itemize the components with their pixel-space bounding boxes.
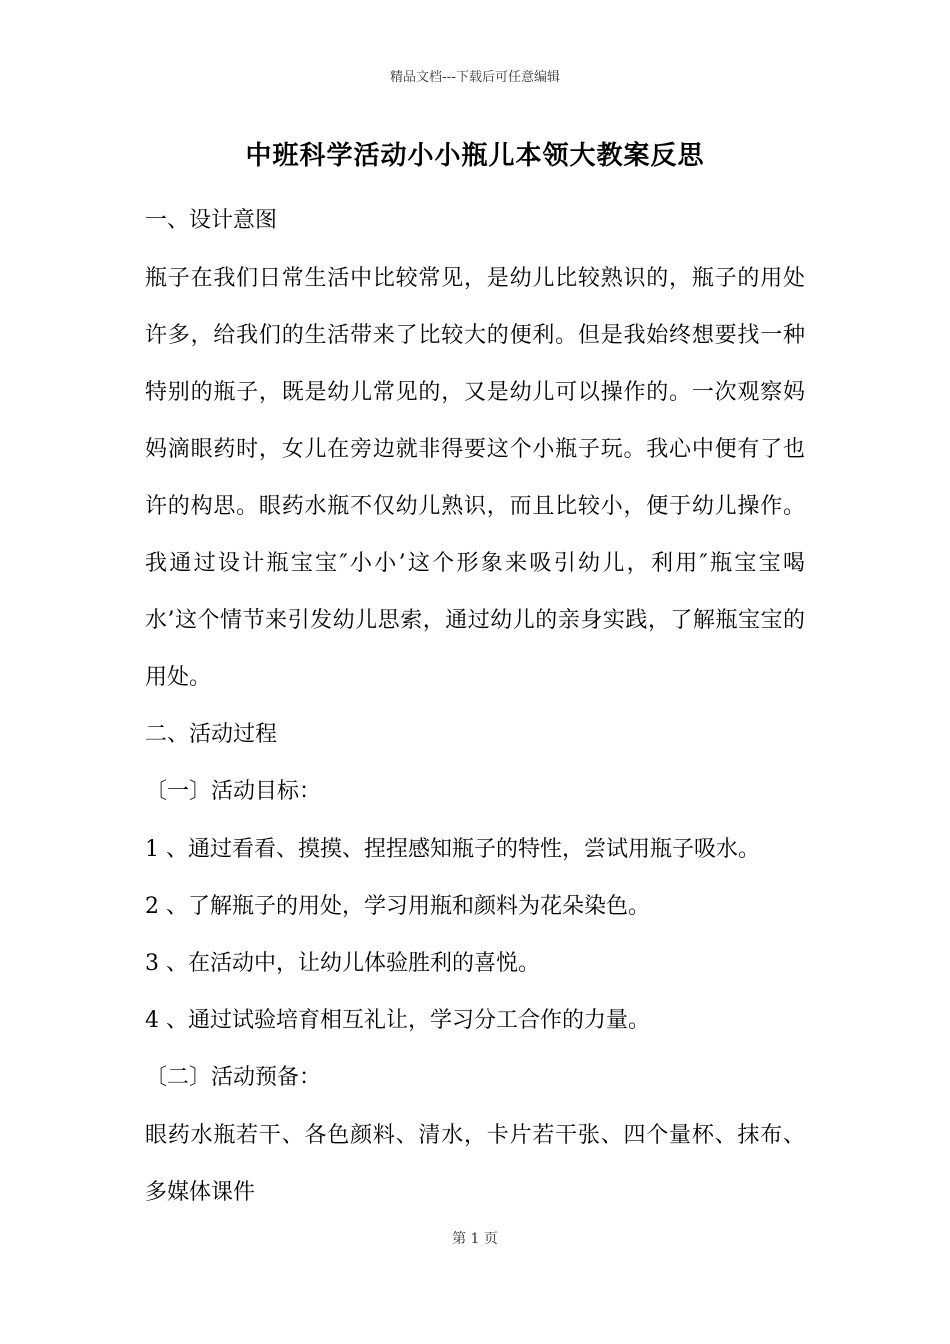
- section-heading-activity-process: 二、活动过程: [145, 722, 278, 747]
- page-number: 第 1 页: [452, 1231, 498, 1247]
- paragraph-line: 妈滴眼药时，女儿在旁边就非得要这个小瓶子玩。我心中便有了也: [145, 437, 805, 462]
- paragraph-line: 许多，给我们的生活带来了比较大的便利。但是我始终想要找一种: [145, 323, 805, 348]
- paragraph-line: 瓶子在我们日常生活中比较常见，是幼儿比较熟识的，瓶子的用处: [145, 266, 805, 291]
- paragraph-line: 我通过设计瓶宝宝″小小’这个形象来吸引幼儿，利用″瓶宝宝喝: [145, 551, 805, 576]
- document-header-note: 精品文档---下载后可任意编辑: [389, 70, 561, 85]
- paragraph-line: 水’这个情节来引发幼儿思索，通过幼儿的亲身实践，了解瓶宝宝的: [145, 608, 805, 633]
- goal-item-4: 4 、通过试验培育相互礼让，学习分工合作的力量。: [145, 1008, 650, 1033]
- paragraph-line: 多媒体课件: [145, 1180, 256, 1205]
- subsection-heading-goals: 〔一〕活动目标：: [145, 779, 322, 804]
- paragraph-line: 特别的瓶子，既是幼儿常见的，又是幼儿可以操作的。一次观察妈: [145, 380, 805, 405]
- goal-item-2: 2 、了解瓶子的用处，学习用瓶和颜料为花朵染色。: [145, 894, 650, 919]
- document-title: 中班科学活动小小瓶儿本领大教案反思: [245, 141, 705, 171]
- goal-item-1: 1 、通过看看、摸摸、捏捏感知瓶子的特性，尝试用瓶子吸水。: [145, 837, 760, 862]
- subsection-heading-preparation: 〔二〕活动预备：: [145, 1065, 322, 1090]
- paragraph-line: 许的构思。眼药水瓶不仅幼儿熟识，而且比较小，便于幼儿操作。: [145, 494, 805, 519]
- goal-item-3: 3 、在活动中，让幼儿体验胜利的喜悦。: [145, 951, 540, 976]
- section-heading-design-intent: 一、设计意图: [145, 208, 278, 233]
- paragraph-line: 用处。: [145, 665, 212, 690]
- paragraph-line: 眼药水瓶若干、各色颜料、清水，卡片若干张、四个量杯、抹布、: [145, 1123, 805, 1148]
